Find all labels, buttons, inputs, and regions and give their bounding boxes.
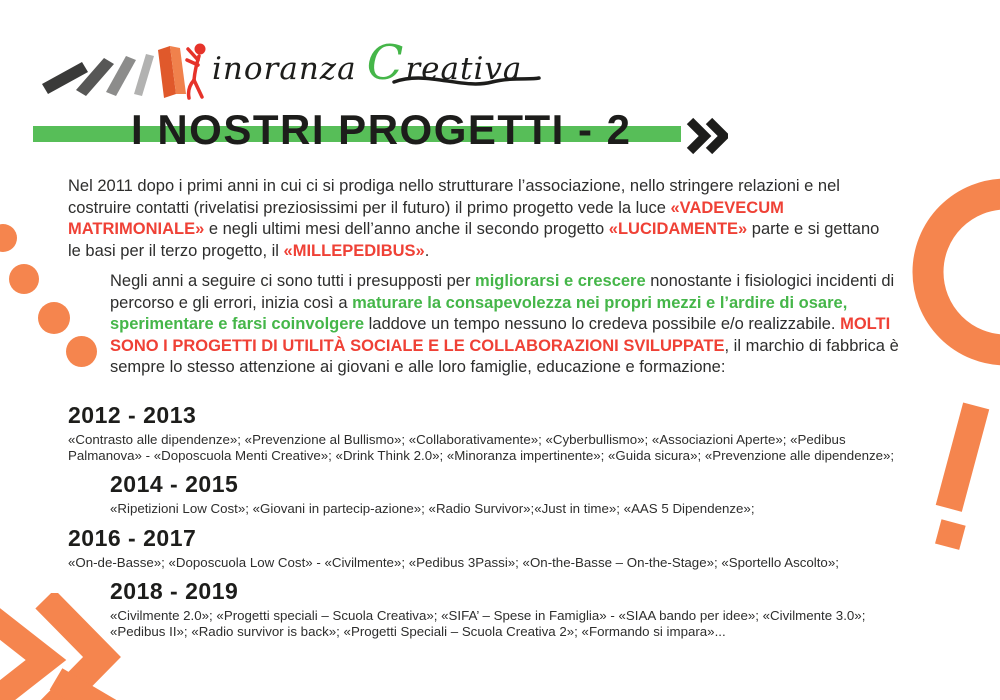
page-title: I NOSTRI PROGETTI - 2 xyxy=(131,106,632,153)
section-years: 2016 - 2017 xyxy=(68,524,197,551)
text-run: laddove un tempo nessuno lo credeva possibile e/o realizzabile. xyxy=(364,315,841,333)
double-chevron-icon xyxy=(686,116,728,156)
brand-name-part2: reativa xyxy=(405,51,523,87)
domino-tiles xyxy=(42,54,154,96)
text-run: e negli ultimi mesi dell’anno anche il secondo progetto xyxy=(204,220,609,238)
text-run: migliorarsi e crescere xyxy=(475,272,646,290)
project-section xyxy=(68,525,920,571)
text-run: . xyxy=(424,241,430,260)
brand-name-part1: inoranza xyxy=(212,51,357,87)
text-run: , il marchio di fabbrica è sempre lo stesso attenzione ai giovani e alle loro famiglie, educazione e formazione: xyxy=(110,336,899,376)
text-run: nonostante i fisiologici incidenti di percorso e gli errori, inizia così a xyxy=(110,272,895,312)
orange-ring-decoration xyxy=(905,165,1000,380)
project-sections xyxy=(68,402,920,647)
text-run: «VADEVECUM MATRIMONIALE» xyxy=(68,198,784,238)
section-projects: «Ripetizioni Low Cost»; «Giovani in partecip-azione»; «Radio Survivor»;«Just in time»; «AAS 5 Dipendenze»; xyxy=(110,501,755,517)
project-section xyxy=(68,471,920,517)
section-projects: «On-de-Basse»; «Doposcuola Low Cost» - «Civilmente»; «Pedibus 3Passi»; «On-the-Basse – On-the-Stage»; «Sportello Ascolto»; xyxy=(68,554,839,570)
orange-dot-decoration xyxy=(38,302,70,334)
orange-dot-decoration xyxy=(66,336,97,367)
orange-exclamation-decoration xyxy=(915,395,1000,560)
orange-dot-decoration xyxy=(9,264,39,294)
intro-paragraph xyxy=(68,176,886,262)
section-years: 2012 - 2013 xyxy=(68,402,197,428)
brand-logo xyxy=(40,26,523,102)
standing-domino xyxy=(158,46,186,98)
falling-dominoes-icon xyxy=(40,36,218,100)
text-run: maturare la consapevolezza nei propri mezzi e l’ardire di osare, sperimentare e farsi coinvolgere xyxy=(110,293,848,333)
text-run: parte e si gettano le basi per il terzo progetto, il xyxy=(68,220,880,260)
section-projects: «Civilmente 2.0»; «Progetti speciali – Scuola Creativa»; «SIFA’ – Spese in Famiglia» - «SIAA bando per idee»; «Civilmente 3.0»; «Pedibus II»; «Radio survivor is back»; «Progetti Speciali – Scuola Creativa 2»; «Formando si impara»... xyxy=(110,607,866,640)
section-years: 2014 - 2015 xyxy=(110,471,239,498)
text-run: «MILLEPEDIBUS» xyxy=(283,241,425,260)
text-run: Negli anni a seguire ci sono tutti i presupposti per xyxy=(110,272,476,290)
section-projects: «Contrasto alle dipendenze»; «Prevenzione al Bullismo»; «Collaborativamente»; «Cyberbullismo»; «Associazioni Aperte»; «Pedibus Palmanova» - «Doposcuola Menti Creative»; «Drink Think 2.0»; «Minoranza impertinente»; «Guida sicura»; «Prevenzione alle dipendenze»; xyxy=(68,432,895,464)
section-years: 2018 - 2019 xyxy=(110,577,239,604)
brand-initial-c: C xyxy=(366,35,404,91)
project-section xyxy=(68,578,920,640)
logo-swoosh xyxy=(392,66,542,92)
text-run: «LUCIDAMENTE» xyxy=(608,220,748,238)
orange-chevrons-decoration xyxy=(0,593,150,700)
project-section xyxy=(68,402,920,464)
stick-figure-m-icon xyxy=(187,44,206,99)
development-paragraph xyxy=(110,271,902,379)
text-run: Nel 2011 dopo i primi anni in cui ci si prodiga nello strutturare l’associazione, nello stringere relazioni e nel costruire contatti (rivelatisi preziosissimi per il futuro) il primo progetto vede la luce xyxy=(68,177,840,217)
text-run: MOLTI SONO I PROGETTI DI UTILITÀ SOCIALE E LE COLLABORAZIONI SVILUPPATE xyxy=(110,315,891,355)
orange-dot-decoration xyxy=(0,224,17,252)
